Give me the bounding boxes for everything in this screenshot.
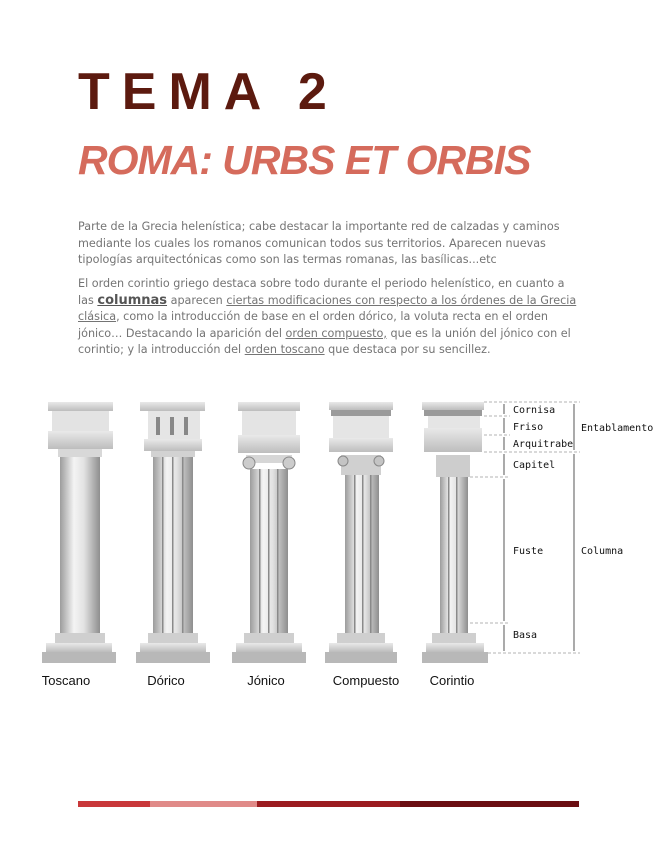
label-entablamento: Entablamento bbox=[581, 423, 654, 434]
label-capitel: Capitel bbox=[513, 460, 556, 471]
dorico-column bbox=[136, 402, 210, 663]
column-name-toscano: Toscano bbox=[41, 673, 91, 688]
corintio-column bbox=[422, 402, 488, 663]
p2-text-5: que destaca por su sencillez. bbox=[324, 343, 491, 356]
column-name-compuesto: Compuesto bbox=[332, 673, 400, 688]
jonico-column bbox=[232, 402, 306, 663]
p2-text-3: , como la introducción de base en el orden dórico, la voluta recta en el orden jónico… Destacando la aparición del bbox=[78, 310, 548, 340]
modificaciones-underline: ciertas modificaciones con respecto a los órdenes de la Grecia clásica bbox=[78, 293, 577, 323]
label-columna: Columna bbox=[581, 546, 624, 557]
orden-compuesto-underline: orden compuesto, bbox=[285, 326, 387, 340]
toscano-column bbox=[42, 402, 116, 663]
label-arquitrabe: Arquitrabe bbox=[513, 439, 574, 450]
intro-paragraph: Parte de la Grecia helenística; cabe destacar la importante red de calzadas y caminos mediante los cuales los romanos comunican todos sus territorios. Aparecen nuevas tipologías arquitectónicas como son las termas romanas, las basílicas...etc bbox=[78, 220, 560, 266]
label-cornisa: Cornisa bbox=[513, 405, 556, 416]
page-title: TEMA 2 bbox=[78, 63, 339, 121]
classical-orders-figure bbox=[0, 395, 655, 695]
orden-toscano-underline: orden toscano bbox=[244, 343, 325, 356]
column-name-jonico: Jónico bbox=[247, 673, 285, 688]
label-basa: Basa bbox=[513, 630, 538, 641]
footer-bar-1 bbox=[78, 801, 150, 807]
columns-paragraph bbox=[78, 276, 578, 359]
compuesto-column bbox=[325, 402, 397, 663]
columnas-term: columnas bbox=[97, 292, 168, 308]
p2-text-4: que es la unión del jónico con el corintio; y la introducción del bbox=[78, 326, 571, 356]
footer-bar-2 bbox=[150, 801, 257, 807]
column-name-dorico: Dórico bbox=[147, 673, 185, 688]
page-subtitle: ROMA: URBS ET ORBIS bbox=[78, 137, 531, 183]
column-name-corintio: Corintio bbox=[429, 673, 475, 688]
p2-text-2: aparecen bbox=[167, 293, 227, 307]
footer-bar-3 bbox=[257, 801, 400, 807]
label-friso: Friso bbox=[513, 422, 544, 433]
label-fuste: Fuste bbox=[513, 546, 544, 557]
footer-bar-4 bbox=[400, 801, 579, 807]
p2-text-1: El orden corintio griego destaca sobre todo durante el periodo helenístico, en cuanto a las bbox=[78, 277, 565, 307]
